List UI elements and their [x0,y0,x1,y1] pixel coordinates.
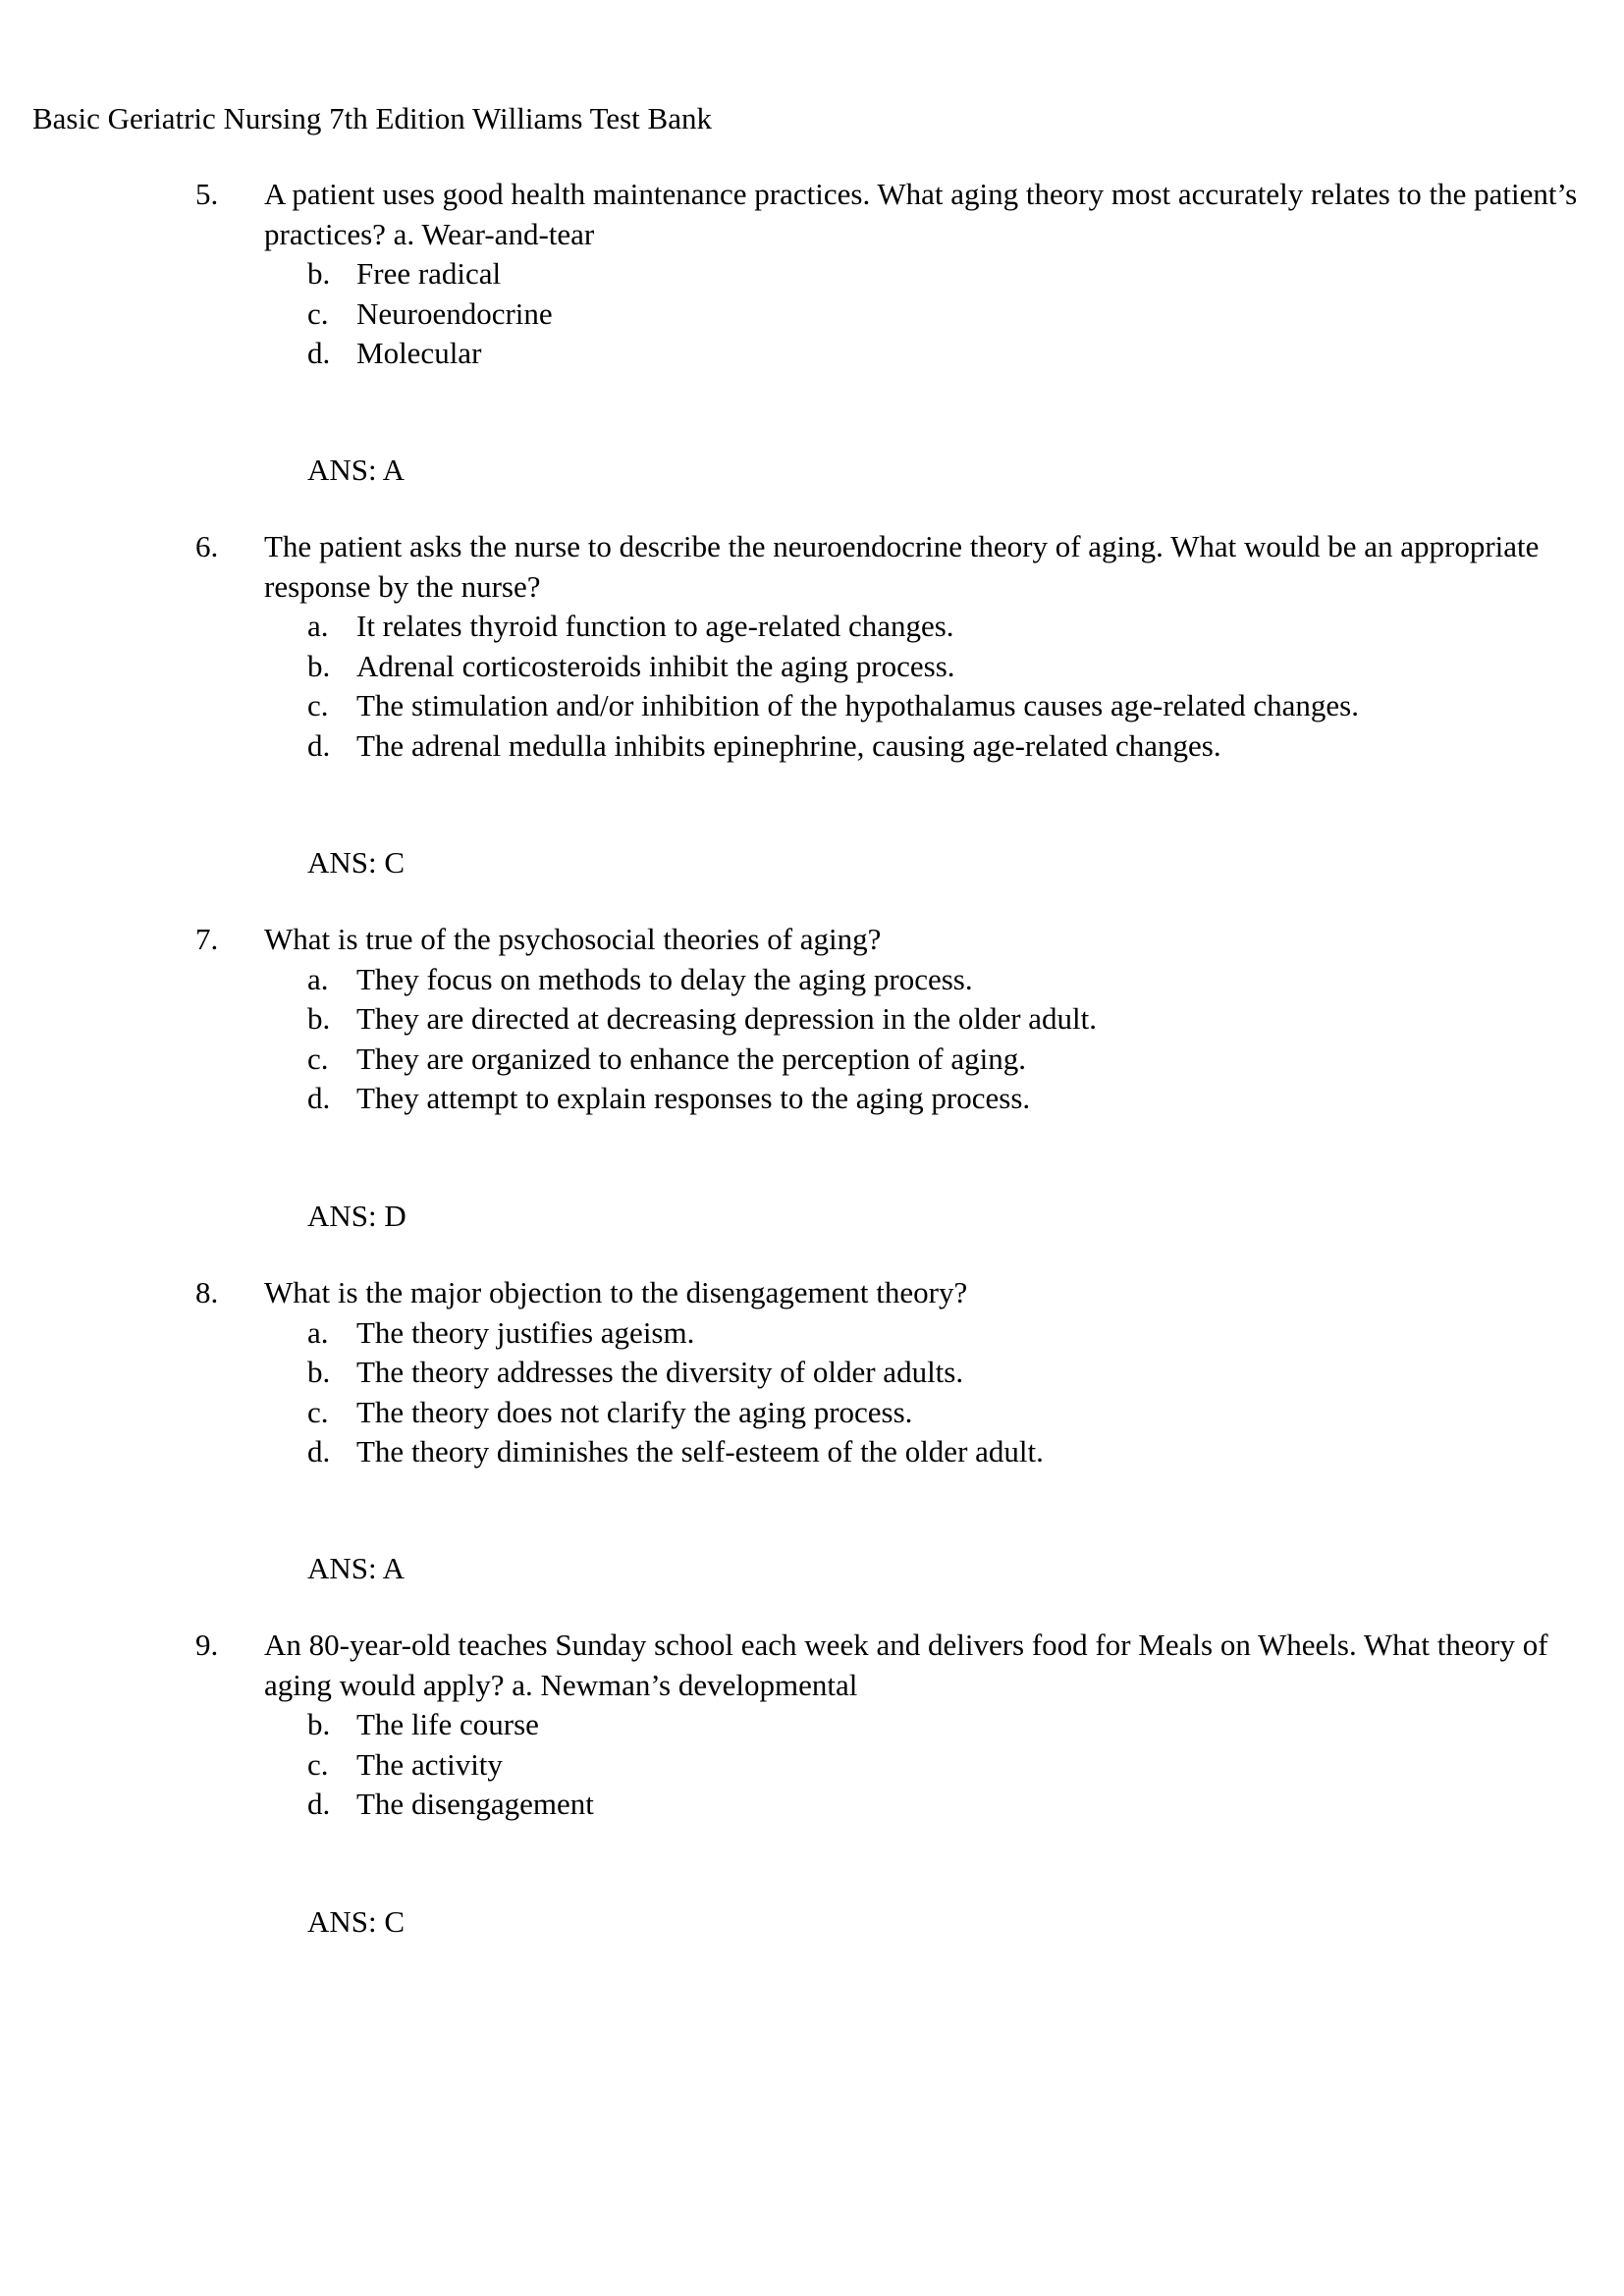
option-text: The theory does not clarify the aging process. [356,1394,913,1429]
question-text: What is true of the psychosocial theories of aging? [264,922,882,956]
option-c [195,1393,1580,1433]
option-letter: c. [307,295,329,331]
question-5 [195,175,1580,374]
option-letter: d. [307,1787,331,1821]
answer-8: ANS: A [307,1551,406,1585]
option-b [195,1353,1580,1393]
option-text: The life course [356,1707,539,1741]
question-7 [195,920,1580,1119]
option-text: It relates thyroid function to age-related changes. [356,609,954,643]
option-a [195,607,1580,647]
option-letter: a. [307,609,329,643]
option-c [195,1040,1580,1080]
option-text: The theory addresses the diversity of older adults. [356,1355,964,1389]
question-stem [195,175,1580,254]
option-text: They attempt to explain responses to the aging process. [356,1081,1031,1115]
option-a [195,1313,1580,1354]
option-text: Neuroendocrine [356,295,553,331]
option-text: Free radical [356,256,502,291]
option-text: The theory diminishes the self-esteem of the older adult. [356,1434,1044,1468]
option-letter: d. [307,336,331,370]
question-text: A patient uses good health maintenance practices. What aging theory most accurately relates to the patient’s practices? a. Wear-and-tear [264,177,1578,251]
option-d [195,1785,1580,1825]
option-letter: d. [307,1081,331,1115]
answer-7: ANS: D [307,1199,406,1233]
option-a [195,960,1580,1000]
option-b [195,1705,1580,1745]
option-text: The adrenal medulla inhibits epinephrine, causing age-related changes. [356,727,1221,763]
option-letter: c. [307,1394,329,1429]
question-stem [195,527,1580,607]
option-b [195,999,1580,1040]
question-text: What is the major objection to the disengagement theory? [264,1275,968,1309]
option-text: They are directed at decreasing depression in the older adult. [356,1001,1098,1036]
question-number: 9. [195,1628,219,1662]
option-text: They are organized to enhance the perception of aging. [356,1041,1026,1076]
option-letter: a. [307,1314,329,1350]
option-b [195,647,1580,687]
option-text: Molecular [356,336,482,370]
document-header: Basic Geriatric Nursing 7th Edition Williams Test Bank [32,101,712,135]
question-text: An 80-year-old teaches Sunday school each week and delivers food for Meals on Wheels. What theory of aging would apply? a. Newman’s developmental [264,1628,1548,1702]
option-d [195,1432,1580,1472]
question-text: The patient asks the nurse to describe the neuroendocrine theory of aging. What would be an appropriate response by the nurse? [264,529,1540,604]
option-b [195,254,1580,294]
option-text: The disengagement [356,1787,594,1821]
option-d [195,1079,1580,1119]
option-c [195,294,1580,335]
option-letter: c. [307,688,329,722]
question-number: 5. [195,177,219,211]
option-letter: b. [307,1355,331,1389]
option-text: They focus on methods to delay the aging process. [356,961,973,996]
option-letter: a. [307,961,329,996]
option-text: The activity [356,1746,503,1782]
question-number: 7. [195,922,219,956]
option-text: Adrenal corticosteroids inhibit the aging process. [356,648,955,683]
option-c [195,686,1580,726]
option-d [195,726,1580,767]
option-letter: b. [307,648,331,683]
option-letter: d. [307,727,331,763]
answer-6: ANS: C [307,845,406,880]
question-stem [195,920,1580,960]
option-text: The theory justifies ageism. [356,1314,695,1350]
option-letter: c. [307,1746,329,1782]
option-letter: b. [307,1707,331,1741]
question-9 [195,1626,1580,1825]
option-text: The stimulation and/or inhibition of the hypothalamus causes age-related changes. [356,688,1359,722]
question-8 [195,1273,1580,1472]
question-number: 6. [195,529,219,563]
option-letter: b. [307,1001,331,1036]
answer-9: ANS: C [307,1904,406,1939]
option-d [195,334,1580,374]
option-letter: c. [307,1041,329,1076]
answer-5: ANS: A [307,453,406,487]
option-c [195,1745,1580,1786]
question-stem [195,1273,1580,1313]
option-letter: d. [307,1434,331,1468]
question-number: 8. [195,1275,219,1309]
question-stem [195,1626,1580,1705]
option-letter: b. [307,256,331,291]
question-6 [195,527,1580,766]
